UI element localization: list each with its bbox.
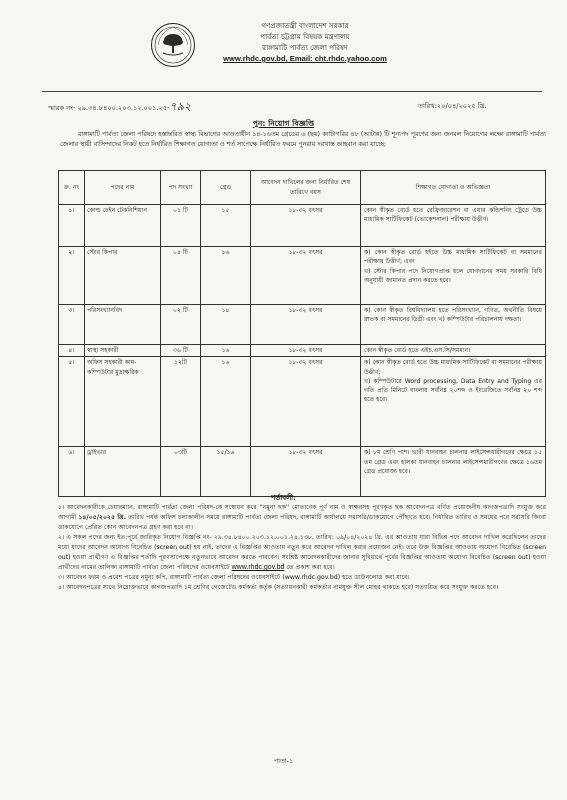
- condition-2-text-a: ২। এ সকল পদের জন্য ইত:পূর্বে জারিকৃত নিয়োগ বিজ্ঞপ্তি নং- ২৯.৩৪.৮৪০০.২০৩.১২.০০১.২৪.১৩৮, তারিখ: ০৯/০৪/২০২৪ খ্রি. এর আওতায় যারা বিভিন্ন পদে আবেদন দাখিল করেছিলেন তাদের মধ্যে যাদের আবেদন অযোগ্য বিবেচিত (screen out) হয় নাই, তাদের এ বিজ্ঞপ্তির আওতায় নতুন করে আবেদন দাখিল করার প্রয়োজন নেই। তবে উক্ত বিজ্ঞপ্তির আওতায় অযোগ্য বিবেচিত (screen out) হওয়া প্রার্থীগণ এ বিজ্ঞপ্তির শর্তাদি পূরণসাপেক্ষে নতুনভাবে আবেদন করতে পারবেন। সংশ্লিষ্ট আবেদনকারীদের জানার সুবিধার্থে পূর্বের বিজ্ঞপ্তির আওতায় অযোগ্য বিবেচিত (screen out) হওয়া প্রার্থীদের নামের তালিকা রাঙ্গামাটি পার্বত্য জেলা পরিষদের ওয়েবসাইটে: [58, 534, 546, 571]
- row-post: কোল্ড চেইন টেকনিশিয়ান: [85, 205, 161, 247]
- qualification-item: কোন স্বীকৃত বোর্ড হতে এইচ.এস.সি/সমমান।: [364, 347, 471, 354]
- row-count: ৩৬ টি: [161, 345, 201, 357]
- memo-date: তারিখ:২০/০৪/২০২৫ খ্রি.: [418, 102, 487, 110]
- table-row: [59, 357, 546, 447]
- district-council-logo: [150, 22, 196, 68]
- memo-handwritten-number: ৭৯২: [169, 100, 191, 113]
- memo-number: [48, 98, 191, 117]
- condition-1-text-a: ১। আবেদনকারীকে চেয়ারম্যান, রাঙ্গামাটি পার্বত্য জেলা পরিষদ-কে সম্বোধন করে ''নমুনা ছক'' মোতাবেক পূর্ণ নাম ও স্বাক্ষরসহ পূরণকৃত ছক আবেদনপত্র বর্ণিত প্রয়োজনীয় কাগজপত্রাদি সংযুক্ত করে আগামী: [58, 504, 546, 521]
- table-row: [59, 345, 546, 357]
- website-link[interactable]: www.rhdc.gov.bd: [231, 564, 285, 571]
- qualification-item: ক) কোন স্বীকৃত বোর্ড হতে উচ্চ মাধ্যমিক সার্টিফিকেট বা সমমানের পরীক্ষায় উত্তীর্ণ;: [364, 359, 542, 376]
- row-grade: ১৬: [201, 345, 251, 357]
- row-serial: ৩।: [59, 305, 85, 345]
- row-age: ১৮-৩২ বৎসর: [251, 345, 361, 357]
- letterhead-line-3: রাঙ্গামাটি পার্বত্য জেলা পরিষদ: [262, 43, 348, 52]
- condition-3: ৩। আবেদন ফরম ও প্রবেশ পত্রের নমুনা কপি, রাঙ্গামাটি পার্বত্য জেলা পরিষদের ওয়েবসাইটে (www.rhdc.gov.bd) হতে ডাউনলোড করা যাবে।: [58, 574, 410, 581]
- row-post: অফিস সহকারী কাম-কম্পিউটার মুদ্রাক্ষরিক: [85, 357, 161, 447]
- col-header-grade: গ্রেড: [201, 171, 251, 205]
- condition-1-deadline: ১৪/০৫/২০২৫ খ্রি.: [78, 514, 127, 521]
- row-post: স্টোর কিপার: [85, 247, 161, 305]
- qualification-item: ক) কোন স্বীকৃত বিশ্ববিদ্যালয় হতে পরিসংখ্যান, গণিত, অর্থনীতি বিষয়ে স্নাতক বা সমমানের ডিগ্রী এবং খ) কম্পিউটার পরিচালনায় দক্ষতা।: [364, 307, 542, 324]
- letterhead-line-1: গণপ্রজাতন্ত্রী বাংলাদেশ সরকার: [261, 21, 349, 30]
- row-count: ০২ টি: [161, 305, 201, 345]
- qualification-item: খ) কম্পিউটারে Word processing, Data Entry and Typing এর গতি প্রতি মিনিটে বাংলায় সর্বনিম্ন ২০শব্দ ও ইংরেজিতে সর্বনিম্ন ২০ শব্দ হতে হবে।: [364, 377, 542, 404]
- row-age: ১৮-৩২ বৎসর: [251, 357, 361, 447]
- row-count: ১২টি: [161, 357, 201, 447]
- row-qualification: [361, 447, 546, 497]
- row-count: ০৪ টি: [161, 247, 201, 305]
- letterhead: [205, 20, 405, 64]
- row-grade: ১৫/১৬: [201, 447, 251, 497]
- qualification-item: ক) ৮ম শ্রেণি পাশ। ভারী যানবাহন চালনার লাইসেন্সধারীগণের ক্ষেত্রে ১৫ তম গ্রেড এবং হালকা যানবাহন চালনার লাইসেন্সধারীগণের ক্ষেত্রে ১৬তম গ্রেড প্রযোজ্য হবে।: [364, 449, 542, 475]
- col-header-age: আবেদন দাখিলের জন্য নির্ধারিত শেষ তারিখে বয়স: [251, 171, 361, 205]
- col-header-count: পদ সংখ্যা: [161, 171, 201, 205]
- row-post: পরিসংখ্যানবিদ: [85, 305, 161, 345]
- condition-1: [58, 503, 546, 533]
- notice-title-text: পুন: নিয়োগ বিজ্ঞপ্তি: [252, 119, 315, 128]
- intro-paragraph: রাঙ্গামাটি পার্বত্য জেলা পরিষদে হস্তান্তরিত স্বাস্থ্য বিভাগের আওতাধীন ১৪-১৬তম গ্রেডের ৬ (ছয়) ক্যাটাগরির ৪৮ (আটান্ন) টি শূন্যপদ পূরণের জন্য জনবল নিয়োগের লক্ষ্যে রাঙ্গামাটি পার্বত্য জেলার স্থায়ী বাসিন্দাদের নিকট হতে নির্ধারিত শিক্ষাগত যোগ্যতা ও শর্ত সাপেক্ষে নির্ধারিত ফরমে পুনরায় দরখাস্ত আহবান করা যাচ্ছে:: [60, 131, 546, 148]
- row-serial: ১।: [59, 205, 85, 247]
- row-count: ০৩টি: [161, 447, 201, 497]
- row-post: ড্রাইভার: [85, 447, 161, 497]
- header-divider: [42, 91, 542, 92]
- condition-4: ৪। আবেদনপত্রের সাথে নিম্নোক্তভাবে কাগজপত্রাদি ১ম শ্রেণির গেজেটেড কর্মকর্তা কর্তৃক (সত্যায়নকারী কর্মকর্তার নামযুক্ত সীল মোহর থাকতে হবে) সত্যায়িত করে সংযুক্ত করতে হবে।: [58, 584, 499, 591]
- row-age: ১৮-৩২ বৎসর: [251, 447, 361, 497]
- row-post: স্বাস্থ্য সহকারী: [85, 345, 161, 357]
- row-qualification: [361, 247, 546, 305]
- row-age: ১৮-৩২ বৎসর: [251, 305, 361, 345]
- table-row: [59, 447, 546, 497]
- table-row: [59, 205, 546, 247]
- row-serial: ৪।: [59, 345, 85, 357]
- table-row: [59, 247, 546, 305]
- col-header-serial: ক্র. নং: [59, 171, 85, 205]
- page-number: পাতা-১: [273, 757, 294, 765]
- condition-2: [58, 533, 546, 573]
- table-header-row: [59, 171, 546, 205]
- col-header-post: পদের নাম: [85, 171, 161, 205]
- row-qualification: [361, 305, 546, 345]
- conditions-list: [58, 503, 546, 593]
- qualification-item: খ) স্টোর কিপার পদে নিয়োগপ্রাপ্ত হলে যোগদানের সময় সরকারি বিধি অনুযায়ী জামানত প্রদান করতে হবে।: [364, 267, 542, 284]
- row-grade: ১৬: [201, 357, 251, 447]
- row-grade: ১৪: [201, 305, 251, 345]
- letterhead-line-2: পার্বত্য চট্টগ্রাম বিষয়ক মন্ত্রণালয়: [260, 32, 350, 41]
- row-count: ০১ টি: [161, 205, 201, 247]
- row-serial: ৬।: [59, 447, 85, 497]
- row-qualification: [361, 205, 546, 247]
- vacancy-table: [58, 170, 546, 497]
- row-age: ১৮-৩২ বৎসর: [251, 205, 361, 247]
- row-qualification: [361, 357, 546, 447]
- condition-1-text-b: তারিখ পর্যন্ত অফিস চলাকালীন সময়ে রাঙ্গামাটি পার্বত্য জেলা পরিষদ, রাঙ্গামাটি কার্যালয়ে সরাসরি/ডাকযোগে পৌঁছাতে হবে। নির্ধারিত তারিখ ও সময়ের পরে সরাসরি কিংবা ডাকযোগে প্রেরিত কোন আবেদনপত্র গ্রহণ করা হবে না।: [58, 514, 546, 531]
- col-header-qualification: শিক্ষাগত যোগ্যতা ও অভিজ্ঞতা: [361, 171, 546, 205]
- conditions-title: শর্তাবলী:: [271, 494, 296, 502]
- qualification-item: ক) কোন স্বীকৃত বোর্ড হইতে উচ্চ মাধ্যমিক সার্টিফিকেট বা সমমানের পরীক্ষায় উত্তীর্ণ; এবং: [364, 249, 542, 266]
- qualification-item: কোন স্বীকৃত বোর্ড হতে রেফ্রিজারেশন বা এয়ার কন্ডিশনিং ট্রেডে উচ্চ মাধ্যমিক সার্টিফিকেট (ভোকেশনাল) পরীক্ষায় উত্তীর্ণ।: [364, 207, 542, 224]
- row-serial: ৫।: [59, 357, 85, 447]
- letterhead-web-email: www.rhdc.gov.bd, Email: cht.rhdc.yahoo.com: [223, 54, 387, 63]
- memo-number-text: স্মারক নং- ২৯.৩৪.৮৪০০.২০৩.১২.০০১.২৫-: [48, 104, 170, 112]
- row-qualification: [361, 345, 546, 357]
- condition-2-text-b: তে প্রকাশ করা হবে।: [284, 564, 335, 571]
- row-grade: ১৫: [201, 205, 251, 247]
- row-age: ১৮-৩২ বৎসর: [251, 247, 361, 305]
- row-serial: ২।: [59, 247, 85, 305]
- row-grade: ১৬: [201, 247, 251, 305]
- table-row: [59, 305, 546, 345]
